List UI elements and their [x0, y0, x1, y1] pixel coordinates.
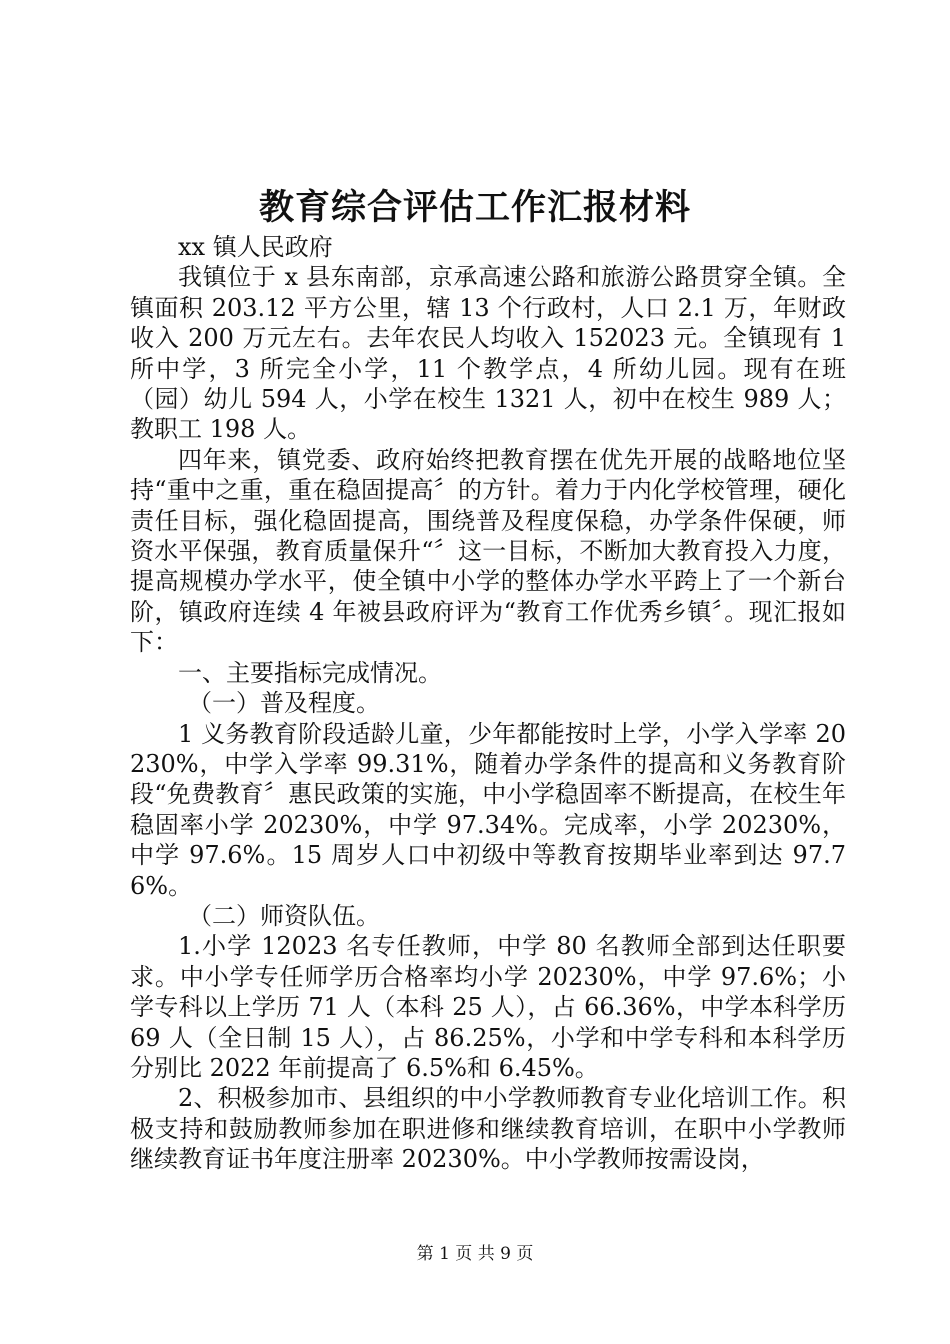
paragraph-teacher-qualification: 1.小学 12023 名专任教师，中学 80 名教师全部到达任职要求。中小学专任师学历合格率均小学 20230%，中学 97.6%；小学专科以上学历 71 人（本科 25 人），占 66.36%，中学本科学历 69 人（全日制 15 人），占 86.25%，小学和中学专科和本科学历分别比 2022 年前提高了 6.5%和 6.45%。	[130, 932, 846, 1082]
subsection-heading-popularization: （一）普及程度。	[188, 689, 380, 718]
paragraph-enrollment: 1 义务教育阶段适龄儿童，少年都能按时上学，小学入学率 20230%，中学入学率 99.31%，随着办学条件的提高和义务教育阶段“免费教育〞惠民政策的实施，中小学稳固率不断提高，在校生年稳固率小学 20230%，中学 97.34%。完成率，小学 20230%，中学 97.6%。15 周岁人口中初级中等教育按期毕业率到达 97.76%。	[130, 719, 846, 900]
paragraph-overview: 我镇位于 x 县东南部，京承高速公路和旅游公路贯穿全镇。全镇面积 203.12 平方公里，辖 13 个行政村，人口 2.1 万，年财政收入 200 万元左右。去年农民人均收入 152023 元。全镇现有 1 所中学，3 所完全小学，11 个教学点，4 所幼儿园。现有在班（园）幼儿 594 人，小学在校生 1321 人，初中在校生 989 人；教职工 198 人。	[130, 263, 846, 444]
paragraph-strategy: 四年来，镇党委、政府始终把教育摆在优先开展的战略地位坚持“重中之重，重在稳固提高〞的方针。着力于内化学校管理，硬化责任目标，强化稳固提高，围绕普及程度保稳，办学条件保硬，师资水平保强，教育质量保升“〞这一目标，不断加大教育投入力度，提高规模办学水平，使全镇中小学的整体办学水平跨上了一个新台阶，镇政府连续 4 年被县政府评为“教育工作优秀乡镇〞。现汇报如下：	[130, 445, 846, 657]
document-title: 教育综合评估工作汇报材料	[258, 187, 691, 228]
document-body	[130, 232, 846, 1175]
paragraph-author: xx 镇人民政府	[178, 233, 333, 261]
subsection-heading-teachers: （二）师资队伍。	[188, 901, 380, 930]
paragraph-teacher-training: 2、积极参加市、县组织的中小学教师教育专业化培训工作。积极支持和鼓励教师参加在职进修和继续教育培训，在职中小学教师继续教育证书年度注册率 20230%。中小学教师按需设岗，	[130, 1084, 846, 1174]
section-heading-main-indicators: 一、主要指标完成情况。	[178, 658, 442, 687]
page-footer: 第 1 页 共 9 页	[416, 1244, 534, 1264]
